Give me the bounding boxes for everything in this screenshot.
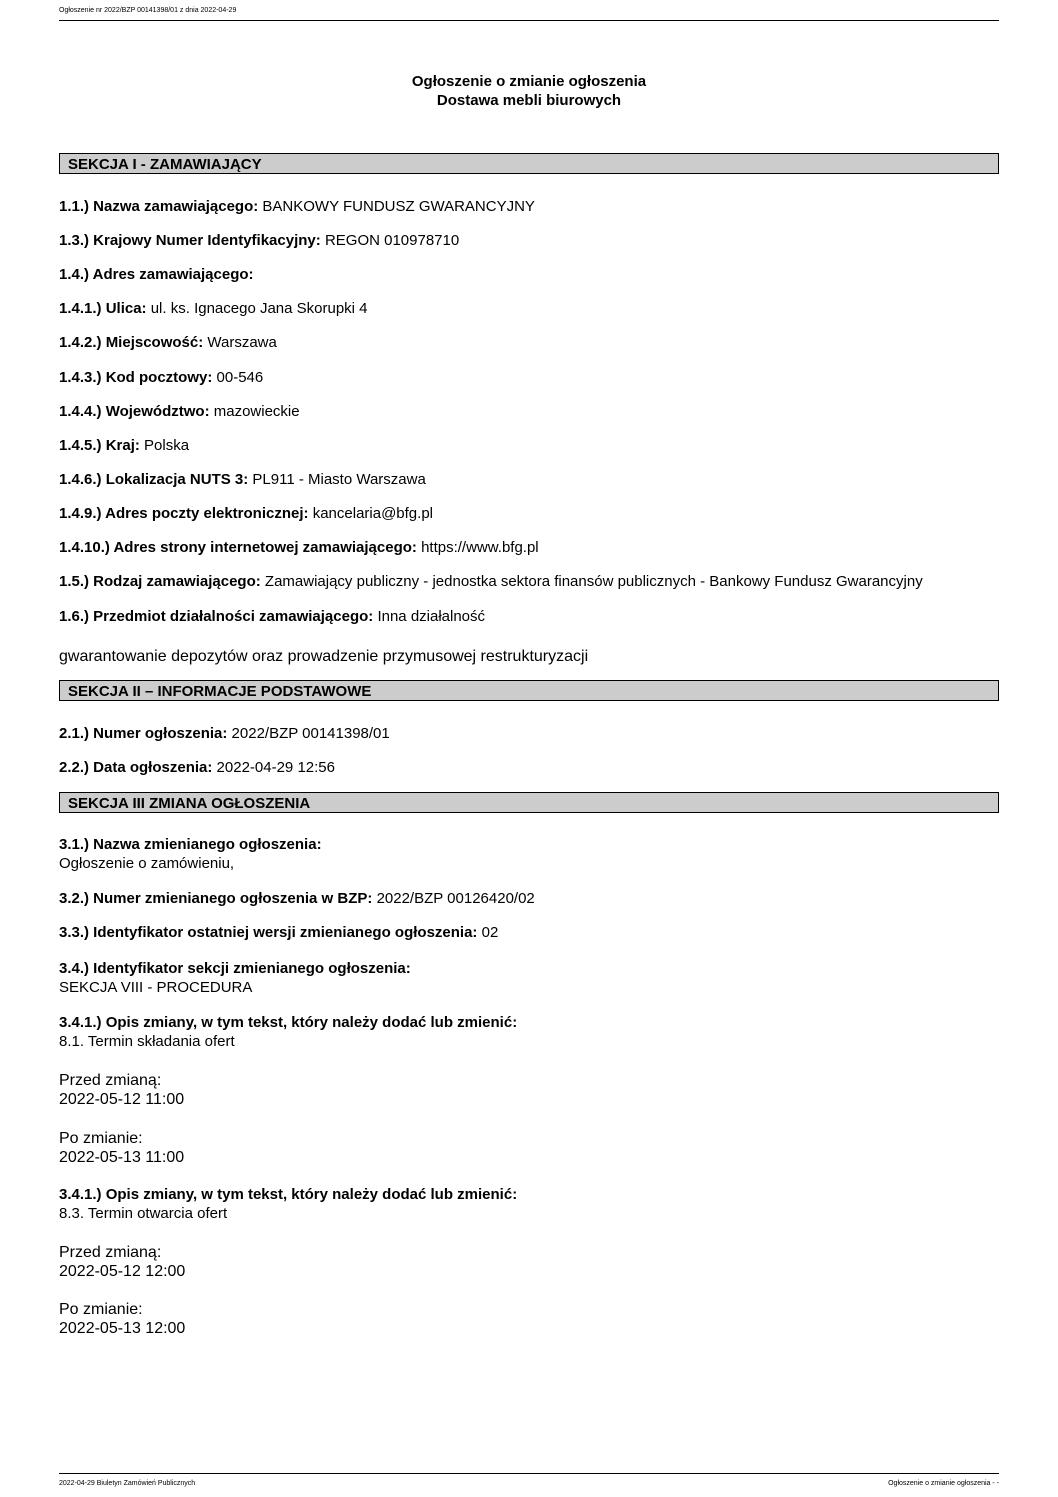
field-value: ul. ks. Ignacego Jana Skorupki 4 — [150, 300, 368, 317]
field-1-4-6 — [59, 471, 999, 489]
field-label: 1.4.9.) Adres poczty elektronicznej: — [59, 505, 309, 522]
field-1-4-1 — [59, 300, 999, 318]
field-1-4-3 — [59, 369, 999, 387]
field-label: 1.4.1.) Ulica: — [59, 300, 147, 317]
field-value: SEKCJA VIII - PROCEDURA — [59, 979, 253, 996]
field-label: 1.4.10.) Adres strony internetowej zamawiającego: — [59, 539, 417, 556]
activity-note: gwarantowanie depozytów oraz prowadzenie przymusowej restrukturyzacji — [59, 648, 589, 665]
field-1-4 — [59, 266, 999, 284]
field-value: mazowieckie — [213, 403, 300, 420]
before-value: 2022-05-12 12:00 — [59, 1263, 186, 1280]
field-value: BANKOWY FUNDUSZ GWARANCYJNY — [262, 198, 535, 215]
field-2-1 — [59, 725, 999, 743]
field-1-4-2 — [59, 334, 999, 352]
field-1-5 — [59, 573, 999, 591]
email-link[interactable]: kancelaria@bfg.pl — [312, 505, 433, 522]
field-value: Warszawa — [207, 334, 277, 351]
field-label: 1.4.3.) Kod pocztowy: — [59, 369, 213, 386]
field-label: 1.5.) Rodzaj zamawiającego: — [59, 573, 261, 590]
field-value: Inna działalność — [377, 608, 486, 625]
running-header: Ogłoszenie nr 2022/BZP 00141398/01 z dnia 2022-04-29 — [59, 7, 237, 14]
before-label: Przed zmianą: — [59, 1244, 162, 1261]
field-value: Zamawiający publiczny - jednostka sektora finansów publicznych - Bankowy Fundusz Gwarancyjny — [264, 573, 923, 590]
field-label: 1.4.5.) Kraj: — [59, 437, 140, 454]
field-value: 02 — [481, 924, 499, 941]
field-3-4 — [59, 959, 999, 997]
field-label: 1.4.2.) Miejscowość: — [59, 334, 204, 351]
change-2-before — [59, 1243, 999, 1281]
field-value: 2022/BZP 00126420/02 — [376, 890, 535, 907]
field-label: 3.4.) Identyfikator sekcji zmienianego ogłoszenia: — [59, 960, 411, 977]
after-label: Po zmianie: — [59, 1130, 143, 1147]
field-label: 3.4.1.) Opis zmiany, w tym tekst, który należy dodać lub zmienić: — [59, 1186, 518, 1203]
change-2-after — [59, 1300, 999, 1338]
field-label: 3.2.) Numer zmienianego ogłoszenia w BZP: — [59, 890, 373, 907]
field-value: 8.3. Termin otwarcia ofert — [59, 1205, 228, 1222]
after-label: Po zmianie: — [59, 1301, 143, 1318]
change-1-description — [59, 1013, 999, 1051]
field-1-1 — [59, 198, 999, 216]
field-value: Ogłoszenie o zamówieniu, — [59, 855, 235, 872]
footer-divider — [59, 1473, 999, 1474]
change-1-after — [59, 1129, 999, 1167]
footer-right: Ogłoszenie o zmianie ogłoszenia - - — [888, 1480, 999, 1487]
field-1-4-4 — [59, 403, 999, 421]
field-1-4-5 — [59, 437, 999, 455]
field-label: 1.4.6.) Lokalizacja NUTS 3: — [59, 471, 249, 488]
field-3-1 — [59, 835, 999, 873]
field-1-3 — [59, 232, 999, 250]
after-value: 2022-05-13 12:00 — [59, 1320, 186, 1337]
field-3-3 — [59, 924, 999, 942]
field-value: PL911 - Miasto Warszawa — [252, 471, 426, 488]
field-label: 2.2.) Data ogłoszenia: — [59, 759, 213, 776]
footer-left: 2022-04-29 Biuletyn Zamówień Publicznych — [59, 1480, 196, 1487]
before-value: 2022-05-12 11:00 — [59, 1091, 185, 1108]
field-label: 2.1.) Numer ogłoszenia: — [59, 725, 228, 742]
header-divider — [59, 20, 999, 21]
before-label: Przed zmianą: — [59, 1072, 162, 1089]
field-value: REGON 010978710 — [324, 232, 460, 249]
field-1-4-9 — [59, 505, 999, 523]
field-label: 3.3.) Identyfikator ostatniej wersji zmienianego ogłoszenia: — [59, 924, 478, 941]
field-label: 1.3.) Krajowy Numer Identyfikacyjny: — [59, 232, 321, 249]
field-label: 3.1.) Nazwa zmienianego ogłoszenia: — [59, 836, 322, 853]
field-value: Polska — [144, 437, 190, 454]
field-value: 8.1. Termin składania ofert — [59, 1033, 235, 1050]
field-2-2 — [59, 759, 999, 777]
field-label: 3.4.1.) Opis zmiany, w tym tekst, który należy dodać lub zmienić: — [59, 1014, 518, 1031]
field-label: 1.1.) Nazwa zamawiającego: — [59, 198, 259, 215]
field-label: 1.4.) Adres zamawiającego: — [59, 266, 254, 283]
field-value: 00-546 — [216, 369, 264, 386]
section-3-heading: SEKCJA III ZMIANA OGŁOSZENIA — [59, 792, 999, 813]
field-1-6 — [59, 608, 999, 626]
field-label: 1.4.4.) Województwo: — [59, 403, 210, 420]
field-label: 1.6.) Przedmiot działalności zamawiającego: — [59, 608, 374, 625]
website-link[interactable]: https://www.bfg.pl — [421, 539, 539, 556]
change-1-before — [59, 1071, 999, 1109]
title-line-2: Dostawa mebli biurowych — [436, 92, 622, 109]
title-line-1: Ogłoszenie o zmianie ogłoszenia — [411, 73, 647, 90]
after-value: 2022-05-13 11:00 — [59, 1149, 185, 1166]
page-title — [59, 72, 999, 110]
section-2-heading: SEKCJA II – INFORMACJE PODSTAWOWE — [59, 680, 999, 701]
field-value: 2022-04-29 12:56 — [216, 759, 335, 776]
field-1-4-10 — [59, 539, 999, 557]
section-1-heading: SEKCJA I - ZAMAWIAJĄCY — [59, 153, 999, 174]
field-value: 2022/BZP 00141398/01 — [231, 725, 390, 742]
field-3-2 — [59, 890, 999, 908]
change-2-description — [59, 1185, 999, 1223]
